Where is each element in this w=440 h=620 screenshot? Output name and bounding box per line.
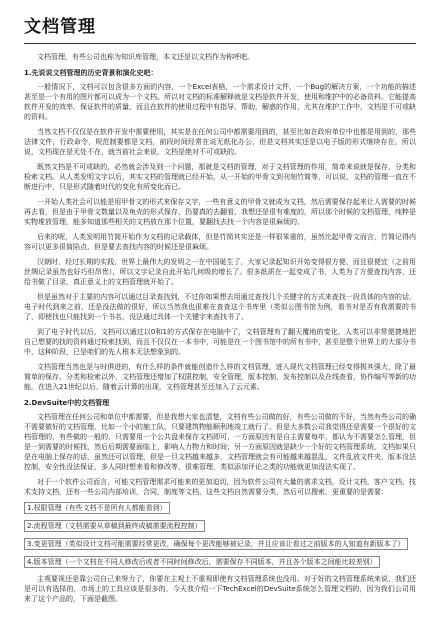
list-item-text: 2.流程管理（文档需要从草稿到最终成稿需要流程控制） [24,520,205,532]
list-item [24,520,416,532]
page-title: 文档管理 [24,17,96,37]
paragraph: 到了电子时代以后，文档可以通过以0和1的方式保存在电脑中了，文档管理有了翻天覆地的变化，人类可以非常便捷地把自己想要的找的资料通过检索找到，而且不仅仅在一本书中，可能是在一个图书馆中的所有书中，甚至是整个世界上的大部分书中，这种阶段，已是咱们的先人根本无法想象到的。 [24,328,416,356]
paragraph: 一般情况下，文档可以包含很多方面的内容，一个Excel表格，一个需求设计文件，一个Bug的解决方案，一个功能的描述甚至是一个有用的图片都可以成为一个文档。所以对文档的标准解释就是文档是软件开发，使用和维护中的必备资料。它能提高软件开发的效率，保证软件的质量，而且在软件的使用过程中有指导，帮助，解惑的作用，尤其在维护工作中，文档是不可或缺的资料。 [24,83,416,121]
title-divider [24,43,416,44]
paragraph: 对于一个软件公司而言，可能文档管理需求可能来的更加迫切，因为软件公司有大量的需求文档，设计文档，客户文档，技术支持文档，还有一些公司内部培训，合同，制度等文档，这些文档自然需要分类，然后可以搜索，更重要的是需要： [24,478,416,496]
list-item-text: 4.版本管理（一个文档在不同人修改后或者不同时间修改后，需要保存不同版本，并且各个版本之间能比较差别） [24,556,380,568]
list-item [24,538,416,550]
list-item [24,502,416,514]
intro-paragraph: 文档管理，有些公司也称为知识库管理，本文还是以文档作为称呼吧。 [37,53,254,61]
list-item-text: 3.变更管理（类似设计文档可能需要经常更改，确保每个更改能够被记录，并且应该让看过之前版本的人知道有新版本了） [24,538,408,550]
paragraph: 但是虽然对于主要的内容可以通过目录查找到，不过你如果想去用通过查找几个关键字的方式来查找一段具体的内容的话，电子时代到来之前，还是没法做的很好，所以当然我也很难在查查这个书库里（类似公图书馆为例，看书对是否有我需要的书了，即使找也只能找到一个书名，没法通过具体一个关键字来查找书了。 [24,293,416,321]
paragraph: 当然文档不仅仅是在软件开发中需要使用，其实是在任何公司中都需要用到的，甚至比如在政府单位中也都是用到的，那些法律文件，行政命令，规范制要都是文档，前段时间经常在说无纸化办公，但是文档其实还是以电子版的形式继续存在，所以说，文档现在是无处不在，就当前社会来说，文档是绝对不可或缺的。 [24,128,416,156]
paragraph: 既然文档是不可或缺的，必然就会涉及到一个问题，那就是文档的管理，对于文档管理的作用，简单来说就是保存，分类和检索文档。从人类发明文字以后，其实文档的管理就已经开始，从一开始的甲骨文到刊刻竹简等，可以说，文档的管理一直在不断进行中，只是形式随着时代的变化有所变化而已。 [24,163,416,191]
paragraph: 主观要视还是靠公司自己来努力了，你要在主观上不重视即使有文档管理系统也没用。对于好的文档管理系统来说，我们还是可以有选择的，市场上的工具应该是很多的，今天我介绍一下TechExcel的DevSuite系统怎么管理文档的，因为我们公司用来了这个产品的，下面是截图。 [24,575,416,603]
paragraph: 后来的呢，人类发明用竹简开始作为文档的记录载体，但是竹简其实还是一样很笨重的，虽然比起甲骨文而言，竹简记得内容可以更多很简陷点，但是要去查找内容的时候还是很麻烦。 [24,233,416,251]
paragraph: 一开始人类社会可以能是用甲骨文的形式来保存文字，一些有意义的甲骨文就成为文档，然后需要保存起来让人需要的时候再去看，但是由于甲骨文数量以及龟壳的形式保存，仍要真的去翻看，我想还是很有难度的，所以那个时候的文档管理，纯粹是实物堆放管理，能多知道那些相关的文档放在那个位置，要翻找去找一个内容是很麻烦的。 [24,198,416,226]
list-item-text: 1.权限管理（有些文档不是所有人都能看到） [24,502,170,514]
section-1-heading: 1.先说说文档管理的历史背景和演化史吧： [24,69,158,77]
paragraph: 文档管理当然也是与时俱进的，有什么样的条件就能创造什么样的文档管理，进入现代文档管理已经变得极其强大，除了最简单的保存，分类和检索以外，文档管理还增加了权限控制，安全管理，版本控制，发布控制以及在线查看，协作编写等新的功能。在进入21世纪以后，随着云计算的出现，文档管理甚至还加入了云元素。 [24,363,416,391]
paragraph: 文档管理在任何公司和单位中都需要，但是我想大家也清楚，文档有些公司做的好，有些公司做的不好，当然有些公司的确不需要做好的文档管理，比如一个小的施工队，只要建筑物能顺利地竣工就行了。但是大多数公司我觉得还是需要一个很好的文档管理的，有些做的一般的，只需要用一个公共盘来保存文档即可，一方面原因有是自主需要每年，都认为不需要怎么管理，但是一到需要的时候找，然后后期需要面临上，影响人力物力和时间；另一方面原因就是缺少一个好的文档管理系统，文档如果只是在电脑上保存的话，虽然还可以管理，但是一旦文档越来越多，文档管理就会有可能越来越混乱，文件乱放文件夹，版本没法控制，安全性没法保证，多人同时想来看和修改等，很难管理，类似添加评论之类的功能就更加没法实现了。 [24,413,416,471]
list-item [24,556,416,568]
paragraph: 汉朝时，经过长期的实践，世界上最伟大的发明之一在中国诞生了，大家记录起知识开始变得很方便，而且很便宜（之前用丝绸记录虽然也好巧但昂贵），所以文字记录自此开始几何级的增长了。很多纸质在一起变成了书，人类为了方便查找内容，还给书做了目录，真正意义上的文档管理就开始了。 [24,258,416,286]
section-2-heading: 2.DevSuite中的文档管理 [24,399,110,407]
